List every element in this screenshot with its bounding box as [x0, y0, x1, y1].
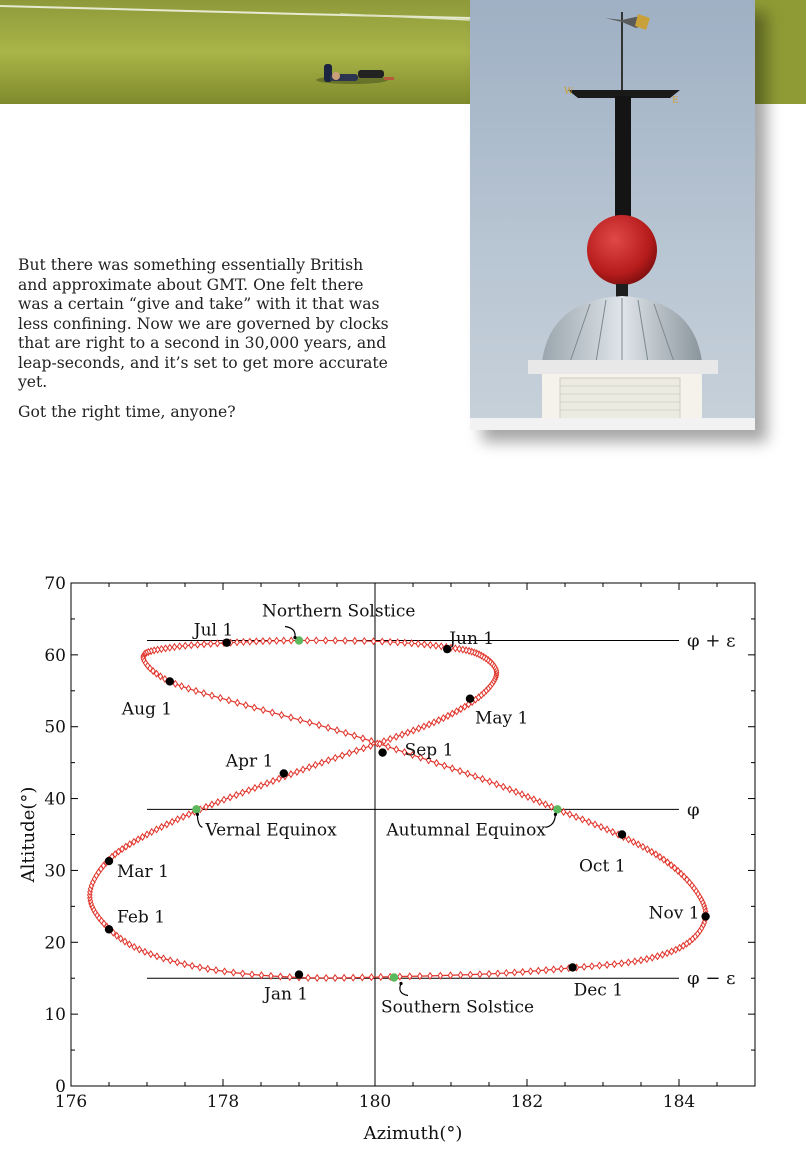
analemma-point — [247, 787, 251, 793]
analemma-point — [186, 685, 190, 691]
analemma-point — [478, 971, 482, 977]
analemma-point — [253, 785, 257, 791]
analemma-point — [155, 953, 159, 959]
analemma-point — [170, 819, 174, 825]
analemma-point — [528, 968, 532, 974]
analemma-point — [261, 638, 265, 644]
analemma-point — [473, 773, 477, 779]
month-marker — [568, 963, 576, 971]
annotation-arrowhead — [293, 636, 296, 639]
analemma-point — [333, 755, 337, 761]
analemma-point — [277, 776, 281, 782]
analemma-point — [154, 826, 158, 832]
annotation-arrow — [285, 626, 295, 637]
annotation-arrow — [400, 983, 408, 995]
analemma-point — [222, 968, 226, 974]
analemma-point — [161, 955, 165, 961]
reference-line-label: φ — [687, 799, 700, 821]
month-label: Jul 1 — [193, 620, 234, 641]
analemma-point — [265, 780, 269, 786]
analemma-point — [645, 846, 649, 852]
analemma-point — [361, 745, 365, 751]
analemma-point — [340, 752, 344, 758]
analemma-point — [406, 729, 410, 735]
analemma-point — [590, 963, 594, 969]
analemma-point — [235, 700, 239, 706]
month-marker — [105, 857, 113, 865]
y-tick-label: 70 — [44, 574, 66, 594]
analemma-point — [434, 760, 438, 766]
analemma-point — [432, 719, 436, 725]
analemma-point — [362, 638, 366, 644]
analemma-point — [259, 782, 263, 788]
analemma-point — [369, 974, 373, 980]
analemma-point — [282, 637, 286, 643]
analemma-chart — [0, 560, 806, 1151]
analemma-point — [123, 938, 127, 944]
analemma-point — [605, 826, 609, 832]
analemma-point — [198, 964, 202, 970]
analemma-point — [587, 819, 591, 825]
analemma-point — [333, 637, 337, 643]
analemma-point — [442, 762, 446, 768]
analemma-point — [261, 707, 265, 713]
analemma-point — [512, 969, 516, 975]
month-marker — [295, 970, 303, 978]
analemma-point — [619, 960, 623, 966]
month-marker — [466, 694, 474, 702]
analemma-point — [250, 971, 254, 977]
month-marker — [701, 912, 709, 920]
analemma-point — [214, 967, 218, 973]
annotation-arrow — [197, 814, 202, 827]
analemma-point — [240, 970, 244, 976]
analemma-point — [559, 966, 563, 972]
analemma-point — [215, 640, 219, 646]
analemma-point — [209, 641, 213, 647]
analemma-point — [411, 727, 415, 733]
annotation-arrowhead — [196, 813, 199, 816]
analemma-point — [427, 721, 431, 727]
special-marker — [390, 973, 398, 981]
analemma-point — [504, 970, 508, 976]
analemma-point — [181, 814, 185, 820]
analemma-point — [394, 746, 398, 752]
month-label: Jun 1 — [449, 629, 495, 650]
analemma-point — [605, 962, 609, 968]
analemma-point — [216, 799, 220, 805]
analemma-point — [183, 643, 187, 649]
analemma-point — [468, 971, 472, 977]
analemma-point — [388, 736, 392, 742]
analemma-point — [342, 975, 346, 981]
analemma-point — [313, 762, 317, 768]
analemma-point — [306, 975, 310, 981]
analemma-point — [234, 792, 238, 798]
analemma-point — [145, 831, 149, 837]
analemma-point — [222, 797, 226, 803]
analemma-point — [326, 757, 330, 763]
analemma-point — [633, 958, 637, 964]
analemma-point — [136, 836, 140, 842]
analemma-point — [335, 727, 339, 733]
analemma-point — [626, 959, 630, 965]
analemma-point — [597, 962, 601, 968]
y-tick-label: 60 — [44, 645, 66, 666]
analemma-point — [520, 969, 524, 975]
vane-letter-w: W — [564, 87, 574, 97]
analemma-point — [520, 791, 524, 797]
analemma-point — [241, 639, 245, 645]
analemma-point — [127, 941, 131, 947]
month-label: Jan 1 — [264, 984, 309, 1005]
analemma-point — [360, 974, 364, 980]
analemma-point — [163, 645, 167, 651]
y-axis-label: Altitude(°) — [18, 786, 39, 883]
analemma-point — [305, 637, 309, 643]
y-tick-label: 10 — [44, 1005, 66, 1026]
analemma-point — [626, 836, 630, 842]
analemma-point — [182, 961, 186, 967]
analemma-point — [574, 814, 578, 820]
analemma-point — [639, 957, 643, 963]
analemma-point — [422, 641, 426, 647]
month-label: Apr 1 — [225, 751, 274, 772]
analemma-point — [665, 950, 669, 956]
analemma-point — [343, 638, 347, 644]
analemma-point — [228, 794, 232, 800]
annotation-arrow — [545, 814, 555, 827]
analemma-point — [487, 778, 491, 784]
analemma-point — [324, 975, 328, 981]
month-label: Mar 1 — [117, 862, 169, 883]
annotation-arrowhead — [554, 813, 557, 816]
analemma-point — [149, 951, 153, 957]
analemma-point — [351, 974, 355, 980]
analemma-point — [593, 821, 597, 827]
analemma-point — [271, 778, 275, 784]
vane-letter-e: E — [672, 96, 679, 106]
analemma-point — [274, 638, 278, 644]
analemma-point — [172, 644, 176, 650]
analemma-point — [458, 768, 462, 774]
analemma-point — [187, 811, 191, 817]
analemma-point — [278, 973, 282, 979]
analemma-point — [380, 638, 384, 644]
analemma-point — [210, 801, 214, 807]
analemma-point — [650, 954, 654, 960]
analemma-point — [494, 781, 498, 787]
analemma-point — [388, 639, 392, 645]
month-label: Aug 1 — [121, 699, 173, 720]
analemma-point — [450, 765, 454, 771]
analemma-point — [252, 704, 256, 710]
month-label: Oct 1 — [579, 856, 626, 877]
analemma-point — [526, 794, 530, 800]
reference-line-label: φ + ε — [687, 630, 736, 652]
analemma-point — [386, 743, 390, 749]
analemma-point — [660, 952, 664, 958]
analemma-point — [315, 975, 319, 981]
article-text — [18, 256, 390, 432]
analemma-point — [465, 771, 469, 777]
analemma-point — [267, 638, 271, 644]
analemma-point — [168, 957, 172, 963]
chart-axes — [18, 574, 755, 1144]
analemma-point — [537, 799, 541, 805]
month-marker — [105, 925, 113, 933]
analemma-point — [409, 640, 413, 646]
month-label: May 1 — [475, 708, 529, 729]
analemma-point — [177, 643, 181, 649]
analemma-point — [400, 731, 404, 737]
analemma-point — [298, 717, 302, 723]
analemma-point — [480, 776, 484, 782]
analemma-point — [422, 723, 426, 729]
month-marker — [166, 677, 174, 685]
analemma-point — [159, 824, 163, 830]
y-tick-label: 40 — [44, 789, 66, 810]
y-tick-label: 0 — [55, 1077, 66, 1097]
analemma-point — [248, 638, 252, 644]
analemma-point — [631, 839, 635, 845]
analemma-point — [568, 811, 572, 817]
analemma-point — [669, 948, 673, 954]
month-label: Nov 1 — [648, 903, 700, 924]
analemma-point — [353, 638, 357, 644]
analemma-point — [446, 713, 450, 719]
month-marker — [280, 769, 288, 777]
analemma-point — [289, 771, 293, 777]
analemma-point — [352, 732, 356, 738]
analemma-point — [295, 769, 299, 775]
special-point-label: Southern Solstice — [381, 997, 535, 1018]
special-marker — [192, 805, 200, 813]
analemma-point — [428, 642, 432, 648]
analemma-point — [227, 697, 231, 703]
analemma-point — [175, 959, 179, 965]
month-label: Sep 1 — [404, 740, 454, 761]
x-axis-label: Azimuth(°) — [363, 1123, 463, 1144]
analemma-point — [636, 841, 640, 847]
tower-drawing — [470, 0, 755, 430]
x-tick-label: 182 — [510, 1092, 544, 1112]
analemma-point — [344, 730, 348, 736]
analemma-point — [218, 695, 222, 701]
analemma-point — [582, 964, 586, 970]
analemma-point — [254, 638, 258, 644]
analemma-point — [206, 966, 210, 972]
analemma-point — [394, 734, 398, 740]
analemma-point — [650, 849, 654, 855]
analemma-point — [165, 821, 169, 827]
x-tick-label: 178 — [206, 1092, 240, 1112]
analemma-point — [416, 641, 420, 647]
analemma-point — [398, 973, 402, 979]
analemma-point — [132, 944, 136, 950]
analemma-point — [149, 829, 153, 835]
analemma-point — [536, 968, 540, 974]
analemma-point — [333, 975, 337, 981]
analemma-point — [347, 750, 351, 756]
analemma-point — [323, 637, 327, 643]
x-tick-label: 180 — [358, 1092, 392, 1112]
reference-line-label: φ − ε — [687, 968, 736, 990]
analemma-point — [195, 642, 199, 648]
analemma-point — [190, 963, 194, 969]
analemma-point — [532, 796, 536, 802]
analemma-point — [544, 967, 548, 973]
special-point-label: Vernal Equinox — [205, 820, 337, 841]
month-marker — [378, 748, 386, 756]
analemma-point — [361, 735, 365, 741]
y-tick-label: 50 — [44, 717, 66, 738]
analemma-point — [179, 683, 183, 689]
analemma-point — [168, 644, 172, 650]
month-label: Feb 1 — [117, 907, 166, 928]
analemma-point — [458, 972, 462, 978]
analemma-point — [143, 949, 147, 955]
analemma-point — [317, 722, 321, 728]
analemma-point — [379, 974, 383, 980]
analemma-point — [259, 972, 263, 978]
analemma-point — [439, 643, 443, 649]
analemma-point — [308, 719, 312, 725]
analemma-point — [320, 759, 324, 765]
analemma-point — [508, 786, 512, 792]
analemma-point — [551, 966, 555, 972]
analemma-point — [645, 956, 649, 962]
analemma-point — [543, 801, 547, 807]
analemma-point — [441, 715, 445, 721]
analemma-point — [314, 637, 318, 643]
analemma-point — [501, 784, 505, 790]
analemma-point — [611, 829, 615, 835]
month-marker — [618, 830, 626, 838]
x-tick-label: 176 — [54, 1092, 88, 1112]
analemma-point — [301, 766, 305, 772]
analemma-point — [279, 712, 283, 718]
analemma-point — [612, 961, 616, 967]
analemma-point — [434, 642, 438, 648]
special-point-label: Autumnal Equinox — [386, 820, 546, 841]
y-tick-label: 20 — [44, 933, 66, 954]
analemma-point — [270, 709, 274, 715]
analemma-point — [210, 692, 214, 698]
article-paragraph-2: Got the right time, anyone? — [18, 402, 236, 421]
analemma-point — [202, 641, 206, 647]
analemma-point — [382, 738, 386, 744]
analemma-point — [289, 637, 293, 643]
analemma-point — [189, 642, 193, 648]
analemma-point — [326, 724, 330, 730]
analemma-point — [140, 834, 144, 840]
analemma-point — [137, 946, 141, 952]
analemma-point — [641, 844, 645, 850]
analemma-point — [202, 690, 206, 696]
analemma-point — [119, 935, 123, 941]
x-tick-label: 184 — [662, 1092, 696, 1112]
analemma-point — [437, 717, 441, 723]
analemma-point — [514, 789, 518, 795]
analemma-point — [175, 816, 179, 822]
analemma-point — [487, 971, 491, 977]
month-label: Dec 1 — [573, 980, 624, 1001]
analemma-point — [289, 714, 293, 720]
analemma-point — [194, 688, 198, 694]
analemma-point — [655, 953, 659, 959]
analemma-point — [417, 725, 421, 731]
article-paragraph-1: But there was something essentially British and approximate about GMT. One felt there was a certain “give and take” with it that was less confining. Now we are governed by clocks that are right to a second in 30,000 years, and leap-seconds, and it’s set to get more accurate yet. — [18, 256, 389, 391]
analemma-point — [354, 747, 358, 753]
analemma-point — [240, 789, 244, 795]
analemma-point — [288, 974, 292, 980]
special-marker — [553, 805, 561, 813]
analemma-point — [580, 816, 584, 822]
y-tick-label: 30 — [44, 861, 66, 882]
analemma-point — [307, 764, 311, 770]
time-ball-tower-photo — [470, 0, 755, 430]
analemma-point — [244, 702, 248, 708]
analemma-point — [599, 824, 603, 830]
special-point-label: Northern Solstice — [262, 601, 416, 622]
analemma-point — [448, 972, 452, 978]
analemma-point — [231, 969, 235, 975]
analemma-point — [496, 970, 500, 976]
annotation-arrowhead — [399, 982, 402, 985]
